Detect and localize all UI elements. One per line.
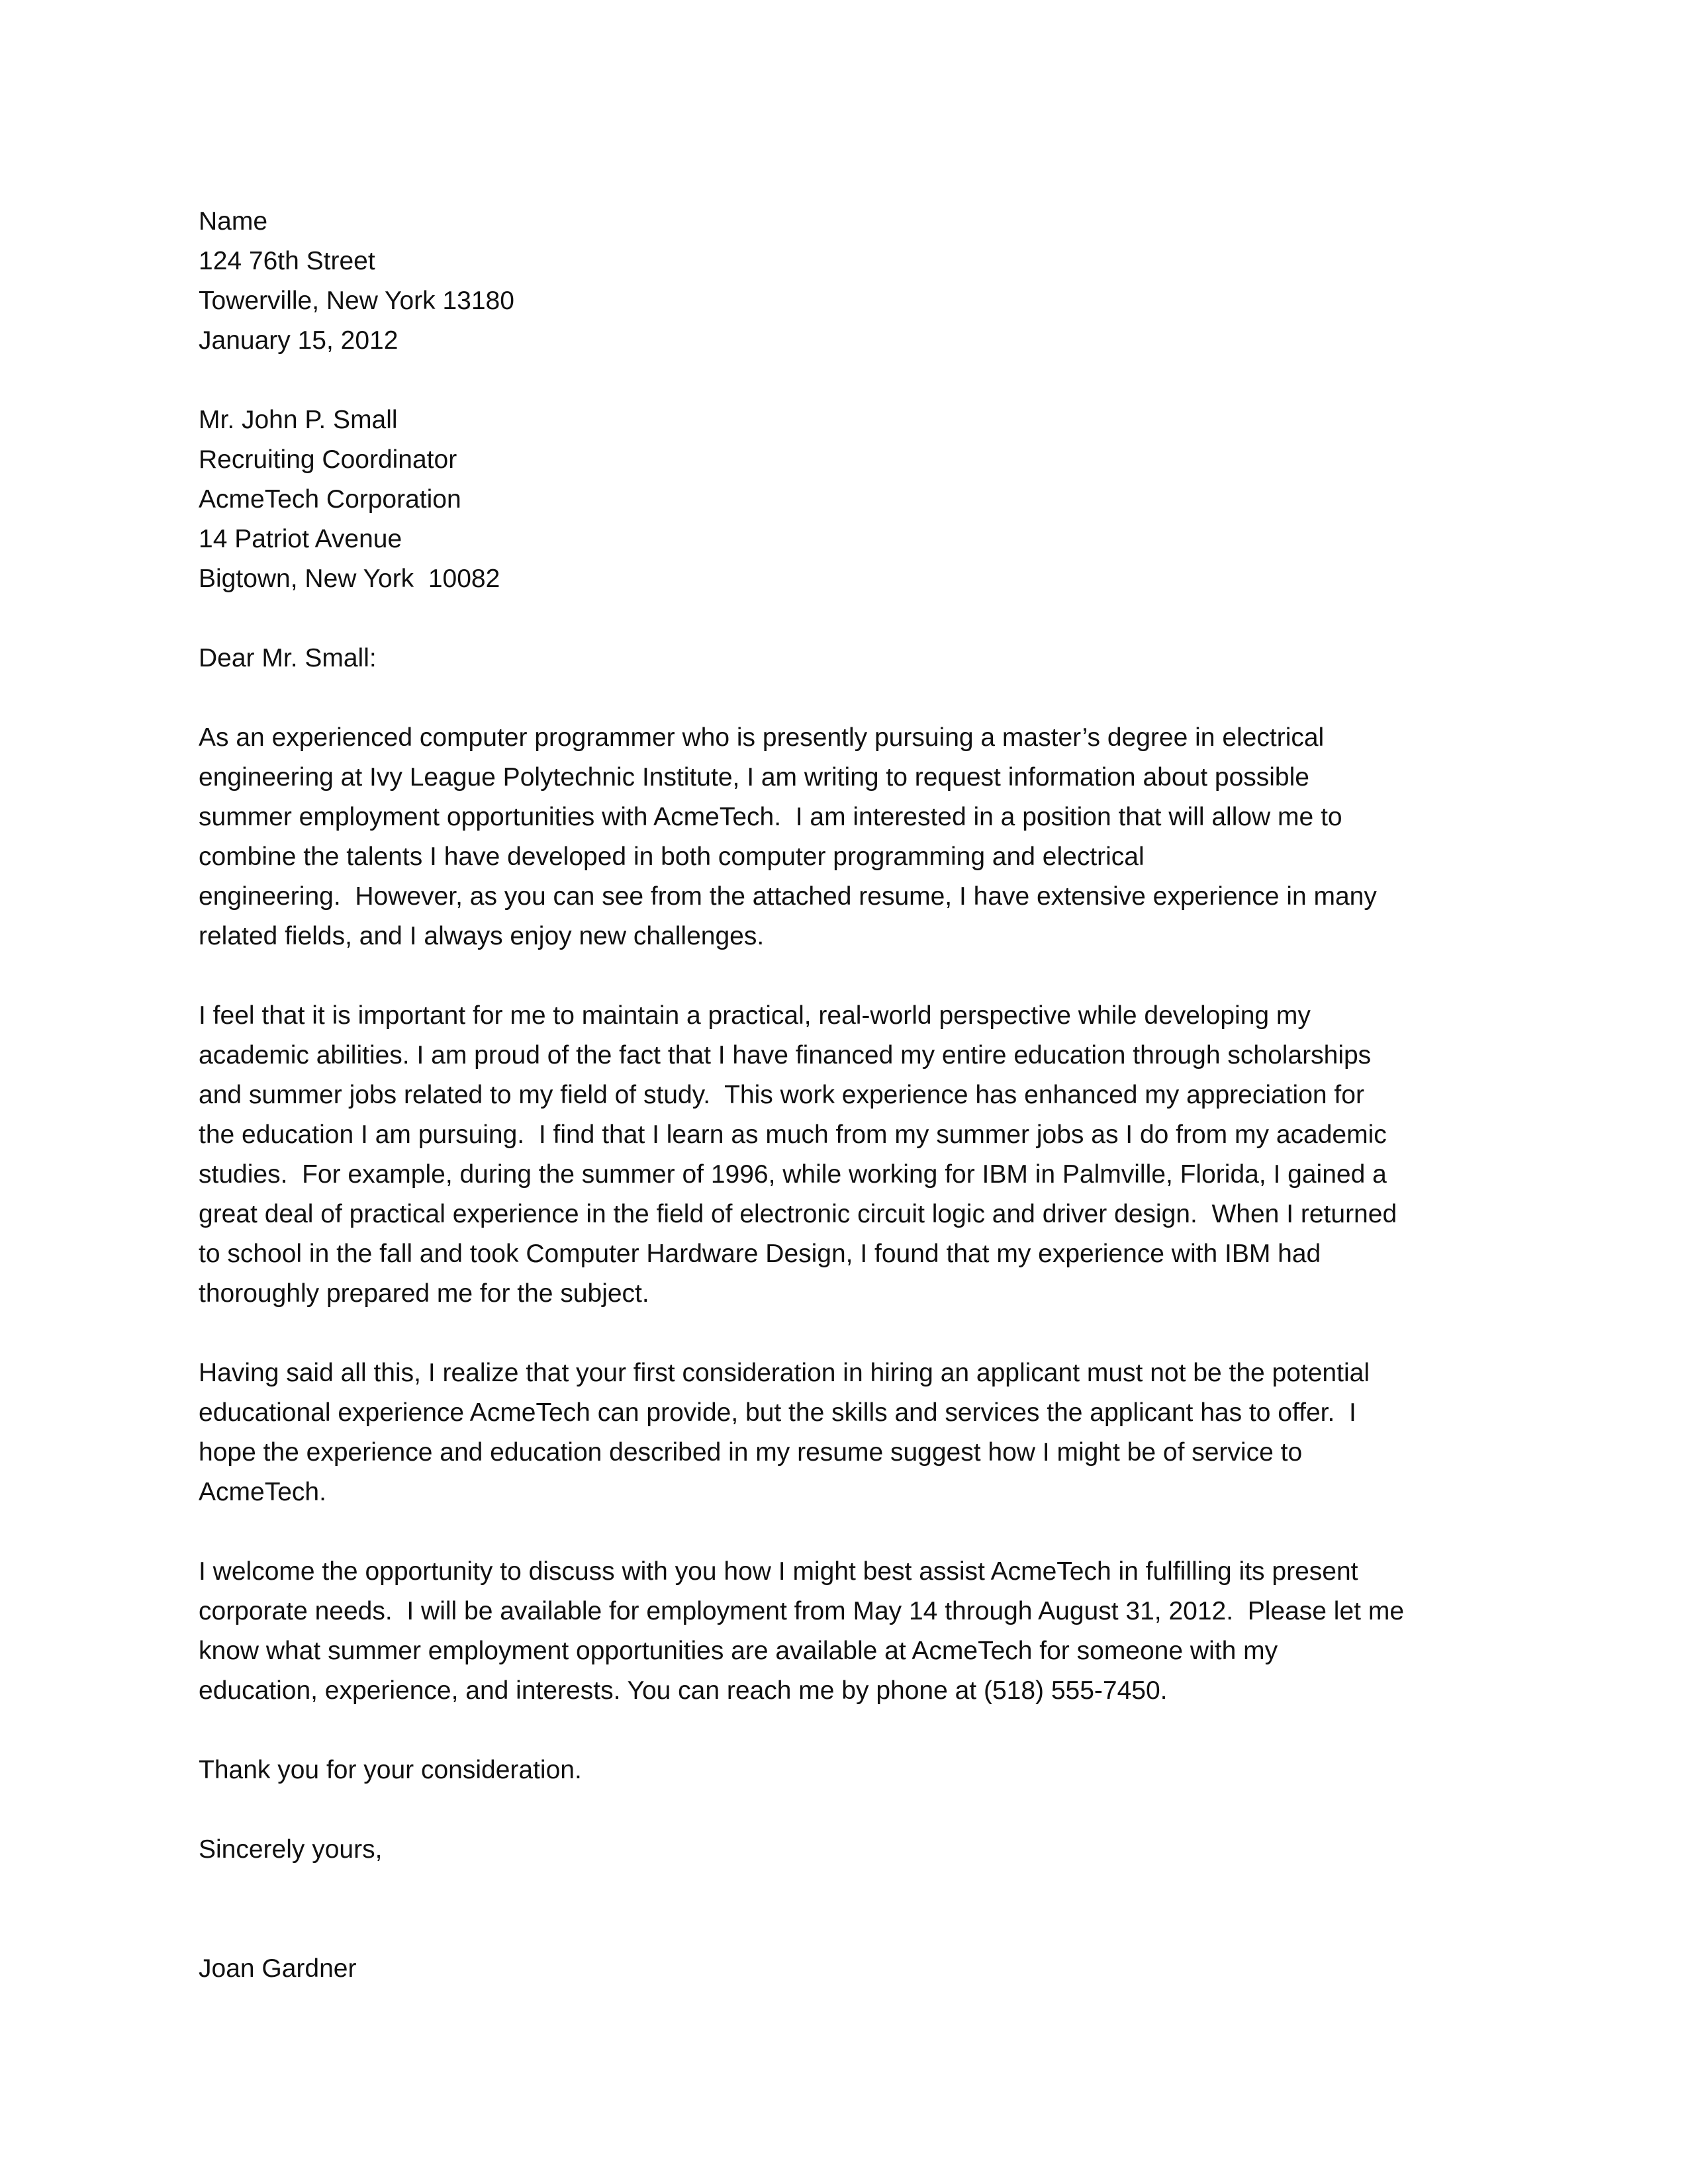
- salutation-text: Dear Mr. Small:: [199, 644, 377, 672]
- sender-street: 124 76th Street: [199, 247, 375, 275]
- sender-name: Name: [199, 207, 268, 236]
- paragraph-line: corporate needs. I will be available for employment from May 14 through August 31, 2012. Please let me: [199, 1597, 1405, 1625]
- paragraph-line: great deal of practical experience in the field of electronic circuit logic and driver design. When I returned: [199, 1200, 1397, 1228]
- paragraph-line: education, experience, and interests. You can reach me by phone at (518) 555-7450.: [199, 1676, 1168, 1705]
- sender-city-state-zip: Towerville, New York 13180: [199, 287, 514, 315]
- paragraph-line: to school in the fall and took Computer Hardware Design, I found that my experience with IBM had: [199, 1240, 1321, 1268]
- signature-name: Joan Gardner: [199, 1954, 357, 1983]
- paragraph-line: hope the experience and education described in my resume suggest how I might be of service to: [199, 1438, 1303, 1467]
- paragraph-line: Having said all this, I realize that your first consideration in hiring an applicant must not be the potential: [199, 1359, 1370, 1387]
- paragraph-line: know what summer employment opportunities are available at AcmeTech for someone with my: [199, 1637, 1278, 1665]
- paragraph-line: academic abilities. I am proud of the fact that I have financed my entire education through scholarships: [199, 1041, 1372, 1069]
- paragraph-line: engineering. However, as you can see from the attached resume, I have extensive experience in many: [199, 882, 1377, 911]
- sender-address: [199, 202, 1536, 361]
- paragraph-line: engineering at Ivy League Polytechnic Institute, I am writing to request information about possible: [199, 763, 1309, 792]
- paragraph-line: AcmeTech.: [199, 1478, 326, 1506]
- recipient-address: [199, 400, 1536, 599]
- paragraph-line: As an experienced computer programmer who is presently pursuing a master’s degree in electrical: [199, 723, 1325, 752]
- closing-text: Sincerely yours,: [199, 1835, 383, 1864]
- recipient-company: AcmeTech Corporation: [199, 485, 461, 514]
- paragraph-line: educational experience AcmeTech can provide, but the skills and services the applicant has to offer. I: [199, 1398, 1356, 1427]
- recipient-name: Mr. John P. Small: [199, 406, 398, 434]
- letter-date: January 15, 2012: [199, 326, 399, 355]
- signature-block: [199, 1949, 1536, 1989]
- paragraph-line: summer employment opportunities with AcmeTech. I am interested in a position that will allow me to: [199, 803, 1342, 831]
- paragraph-line: I feel that it is important for me to maintain a practical, real-world perspective while developing my: [199, 1001, 1311, 1030]
- paragraph-line: I welcome the opportunity to discuss with you how I might best assist AcmeTech in fulfilling its present: [199, 1557, 1358, 1586]
- recipient-street: 14 Patriot Avenue: [199, 525, 402, 553]
- thanks-text: Thank you for your consideration.: [199, 1756, 582, 1784]
- body-paragraph-1: [199, 718, 1536, 956]
- paragraph-line: combine the talents I have developed in both computer programming and electrical: [199, 842, 1145, 871]
- recipient-city-state-zip: Bigtown, New York 10082: [199, 565, 500, 593]
- body-paragraph-3: [199, 1353, 1536, 1512]
- cover-letter: [199, 202, 1536, 1989]
- paragraph-line: thoroughly prepared me for the subject.: [199, 1279, 649, 1308]
- paragraph-line: related fields, and I always enjoy new challenges.: [199, 922, 765, 950]
- paragraph-line: and summer jobs related to my field of study. This work experience has enhanced my appreciation for: [199, 1081, 1364, 1109]
- paragraph-line: the education I am pursuing. I find that I learn as much from my summer jobs as I do from my academic: [199, 1120, 1387, 1149]
- body-paragraph-2: [199, 996, 1536, 1314]
- thanks-line: [199, 1751, 1536, 1790]
- recipient-title: Recruiting Coordinator: [199, 445, 457, 474]
- body-paragraph-4: [199, 1552, 1536, 1711]
- closing: [199, 1830, 1536, 1870]
- paragraph-line: studies. For example, during the summer of 1996, while working for IBM in Palmville, Florida, I gained a: [199, 1160, 1387, 1189]
- salutation: [199, 639, 1536, 678]
